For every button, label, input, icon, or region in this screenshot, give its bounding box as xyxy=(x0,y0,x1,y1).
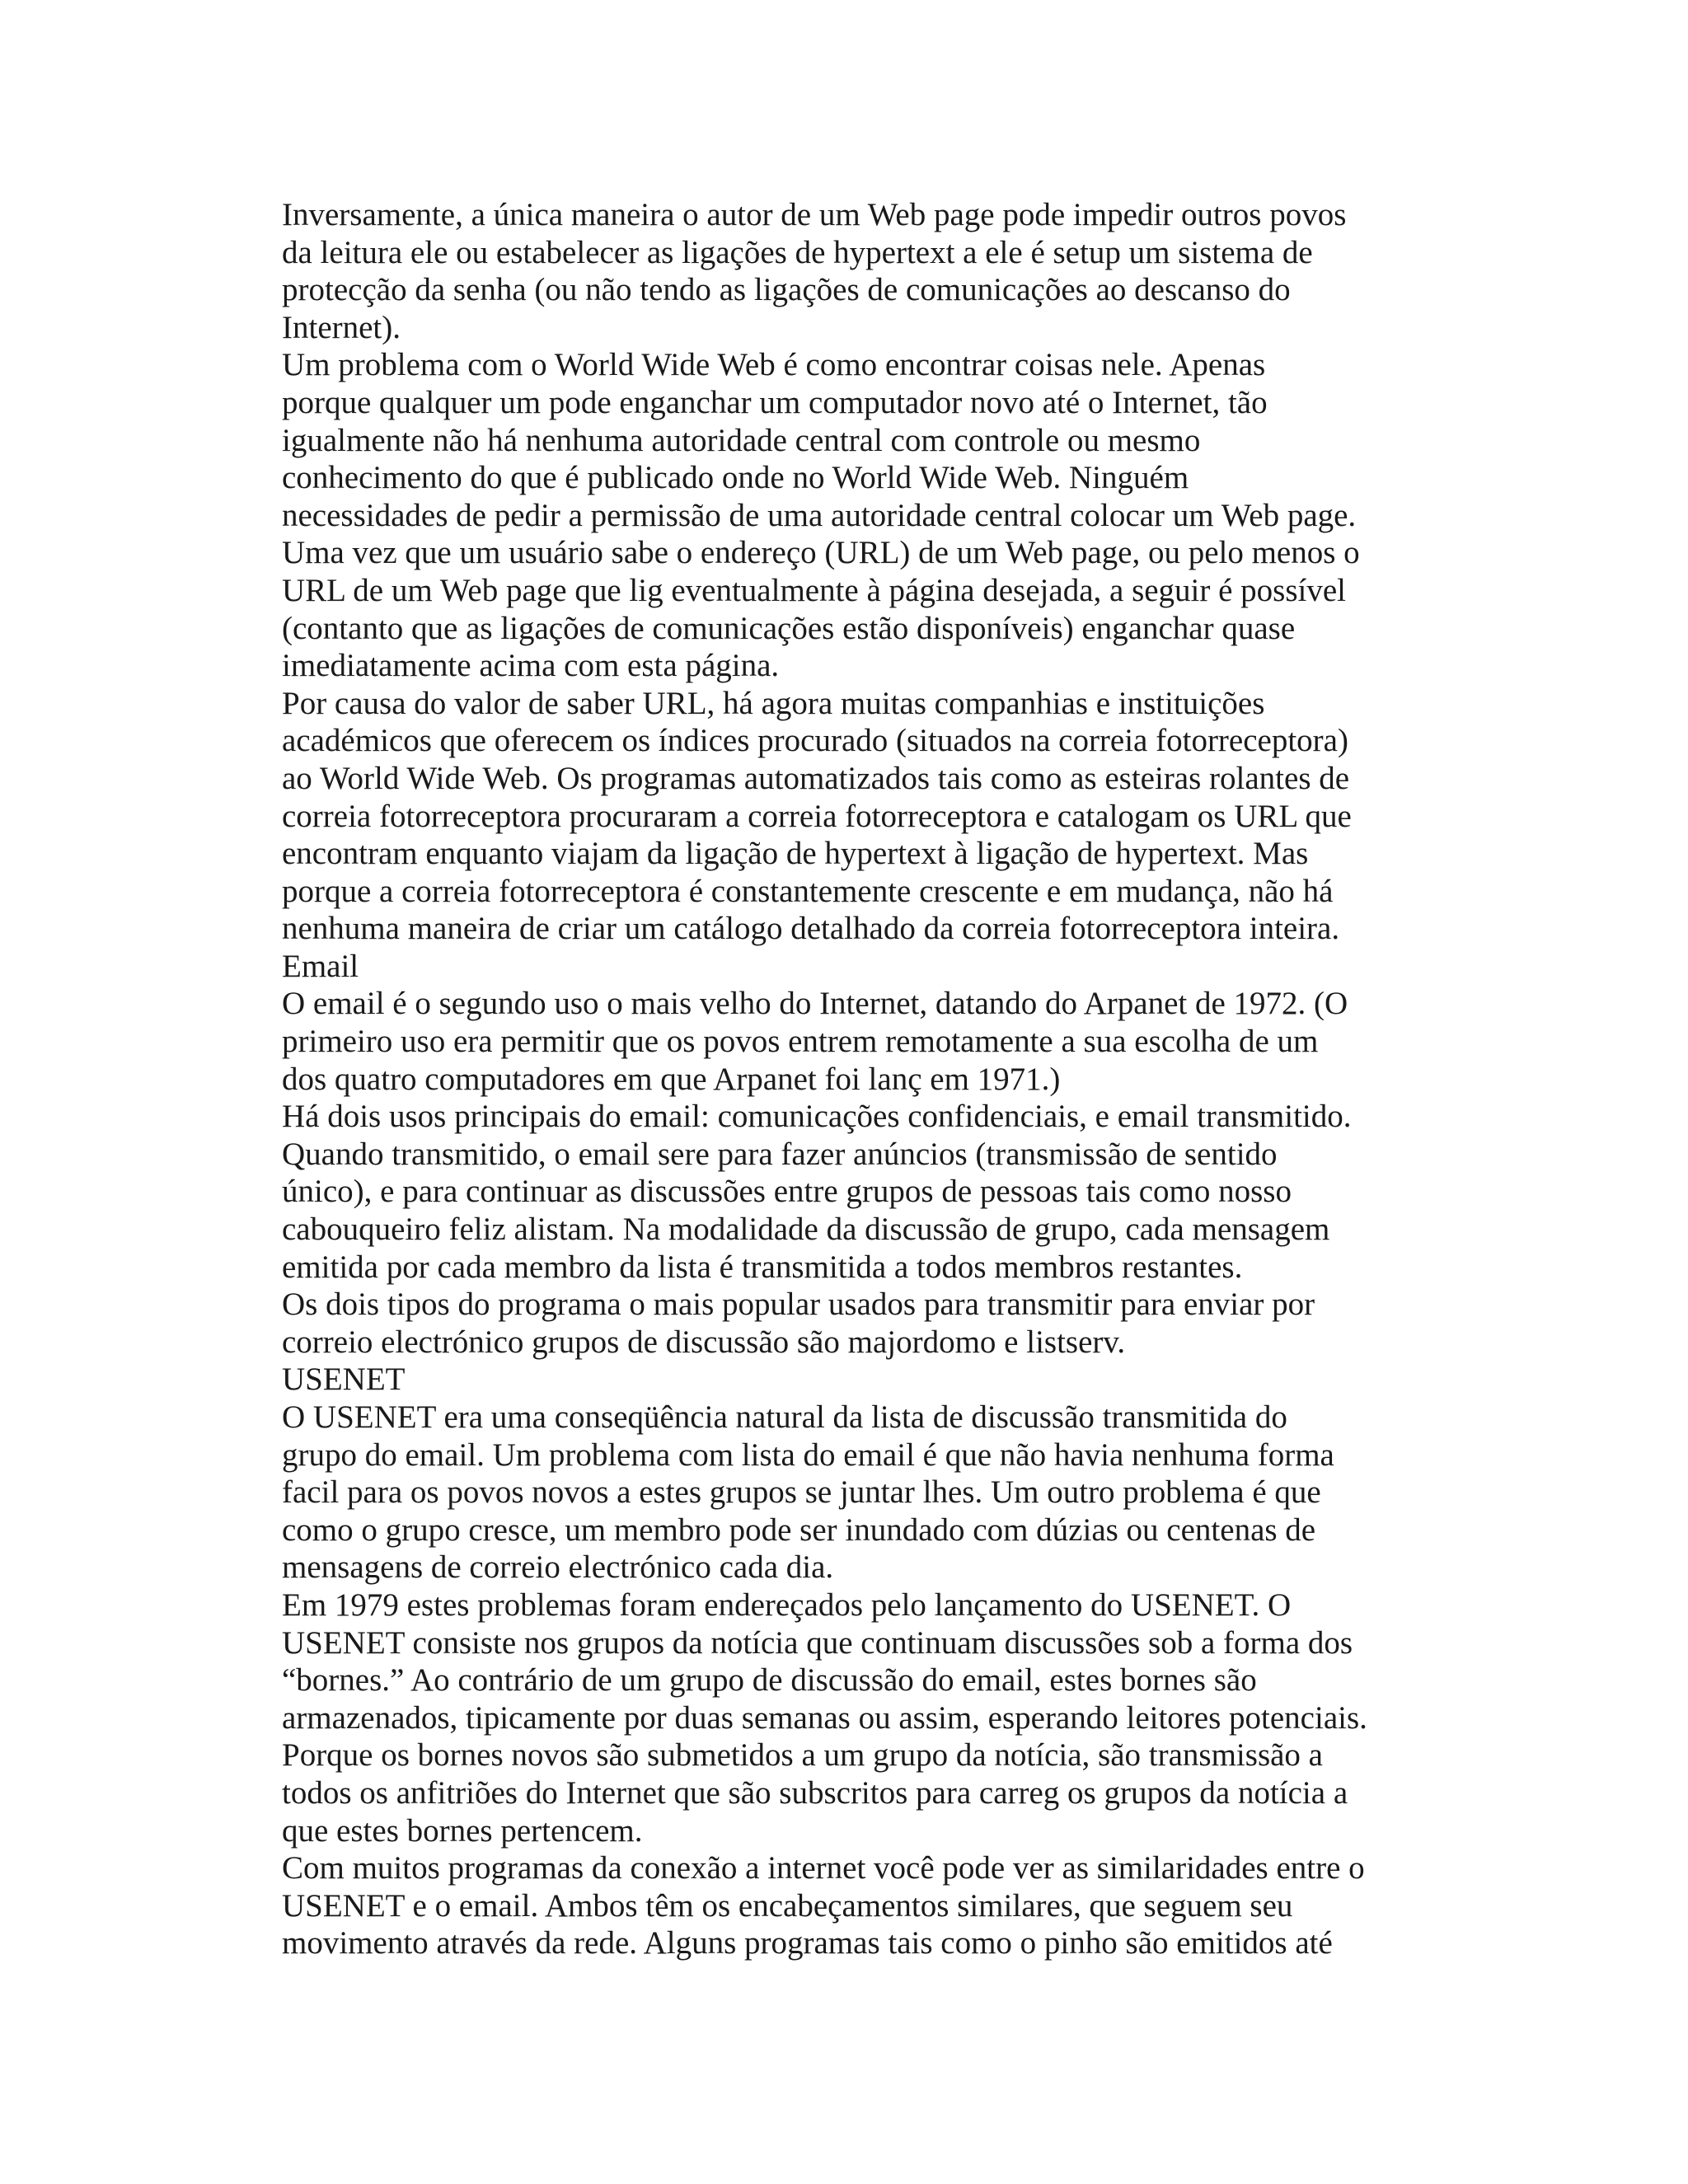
text-line: necessidades de pedir a permissão de uma autoridade central colocar um Web page. xyxy=(282,497,1357,533)
text-line: armazenados, tipicamente por duas semanas ou assim, esperando leitores potenciais. xyxy=(282,1699,1367,1736)
text-line: Quando transmitido, o email sere para fazer anúncios (transmissão de sentido xyxy=(282,1136,1278,1172)
text-line: Em 1979 estes problemas foram endereçados pelo lançamento do USENET. O xyxy=(282,1586,1292,1623)
text-line: Por causa do valor de saber URL, há agora muitas companhias e instituições xyxy=(282,685,1265,721)
text-line: ao World Wide Web. Os programas automatizados tais como as esteiras rolantes de xyxy=(282,760,1350,796)
text-line: Há dois usos principais do email: comunicações confidenciais, e email transmitido. xyxy=(282,1099,1352,1135)
text-line: mensagens de correio electrónico cada dia. xyxy=(282,1549,834,1586)
text-line: URL de um Web page que lig eventualmente à página desejada, a seguir é possível xyxy=(282,572,1347,608)
section-heading-usenet: USENET xyxy=(282,1361,406,1398)
text-line: grupo do email. Um problema com lista do email é que não havia nenhuma forma xyxy=(282,1436,1334,1473)
section-heading-email: Email xyxy=(282,948,359,984)
text-line: O USENET era uma conseqüência natural da lista de discussão transmitida do xyxy=(282,1399,1287,1435)
text-line: Um problema com o World Wide Web é como encontrar coisas nele. Apenas xyxy=(282,347,1266,383)
text-line: nenhuma maneira de criar um catálogo detalhado da correia fotorreceptora inteira. xyxy=(282,911,1340,947)
text-line: como o grupo cresce, um membro pode ser inundado com dúzias ou centenas de xyxy=(282,1511,1316,1548)
text-line: “bornes.” Ao contrário de um grupo de discussão do email, estes bornes são xyxy=(282,1662,1257,1699)
text-line: igualmente não há nenhuma autoridade central com controle ou mesmo xyxy=(282,422,1201,458)
text-line: correia fotorreceptora procuraram a correia fotorreceptora e catalogam os URL que xyxy=(282,798,1352,834)
text-line: emitida por cada membro da lista é transmitida a todos membros restantes. xyxy=(282,1249,1243,1285)
text-line: correio electrónico grupos de discussão são majordomo e listserv. xyxy=(282,1324,1126,1360)
text-line: Porque os bornes novos são submetidos a um grupo da notícia, são transmissão a xyxy=(282,1737,1323,1774)
text-line: conhecimento do que é publicado onde no World Wide Web. Ninguém xyxy=(282,460,1189,496)
text-line: Internet). xyxy=(282,309,401,345)
text-line: que estes bornes pertencem. xyxy=(282,1812,643,1849)
text-line: Inversamente, a única maneira o autor de um Web page pode impedir outros povos xyxy=(282,197,1347,232)
text-line: O email é o segundo uso o mais velho do Internet, datando do Arpanet de 1972. (O xyxy=(282,986,1348,1022)
text-line: Os dois tipos do programa o mais popular usados para transmitir para enviar por xyxy=(282,1286,1315,1323)
text-line: Com muitos programas da conexão a internet você pode ver as similaridades entre o xyxy=(282,1850,1365,1886)
text-line: porque qualquer um pode enganchar um computador novo até o Internet, tão xyxy=(282,384,1268,420)
document-body-text xyxy=(282,196,1436,1962)
text-line: imediatamente acima com esta página. xyxy=(282,648,780,684)
text-line: USENET e o email. Ambos têm os encabeçamentos similares, que seguem seu xyxy=(282,1887,1293,1924)
text-line: facil para os povos novos a estes grupos se juntar lhes. Um outro problema é que xyxy=(282,1474,1321,1511)
text-line: porque a correia fotorreceptora é constantemente crescente e em mudança, não há xyxy=(282,873,1334,909)
text-line: encontram enquanto viajam da ligação de hypertext à ligação de hypertext. Mas xyxy=(282,836,1309,872)
text-line: primeiro uso era permitir que os povos entrem remotamente a sua escolha de um xyxy=(282,1024,1319,1060)
text-line: (contanto que as ligações de comunicações estão disponíveis) enganchar quase xyxy=(282,610,1296,646)
text-line: movimento através da rede. Alguns programas tais como o pinho são emitidos até xyxy=(282,1925,1333,1961)
text-line: todos os anfitriões do Internet que são subscritos para carreg os grupos da notícia a xyxy=(282,1774,1348,1811)
text-line: Uma vez que um usuário sabe o endereço (URL) de um Web page, ou pelo menos o xyxy=(282,535,1360,571)
text-line: USENET consiste nos grupos da notícia que continuam discussões sob a forma dos xyxy=(282,1624,1353,1661)
text-line: dos quatro computadores em que Arpanet foi lanç em 1971.) xyxy=(282,1061,1061,1097)
text-line: protecção da senha (ou não tendo as ligações de comunicações ao descanso do xyxy=(282,272,1291,308)
text-line: cabouqueiro feliz alistam. Na modalidade da discussão de grupo, cada mensagem xyxy=(282,1212,1330,1248)
text-line: académicos que oferecem os índices procurado (situados na correia fotorreceptora) xyxy=(282,723,1348,759)
text-line: da leitura ele ou estabelecer as ligações de hypertext a ele é setup um sistema de xyxy=(282,234,1313,270)
text-line: único), e para continuar as discussões entre grupos de pessoas tais como nosso xyxy=(282,1174,1292,1210)
